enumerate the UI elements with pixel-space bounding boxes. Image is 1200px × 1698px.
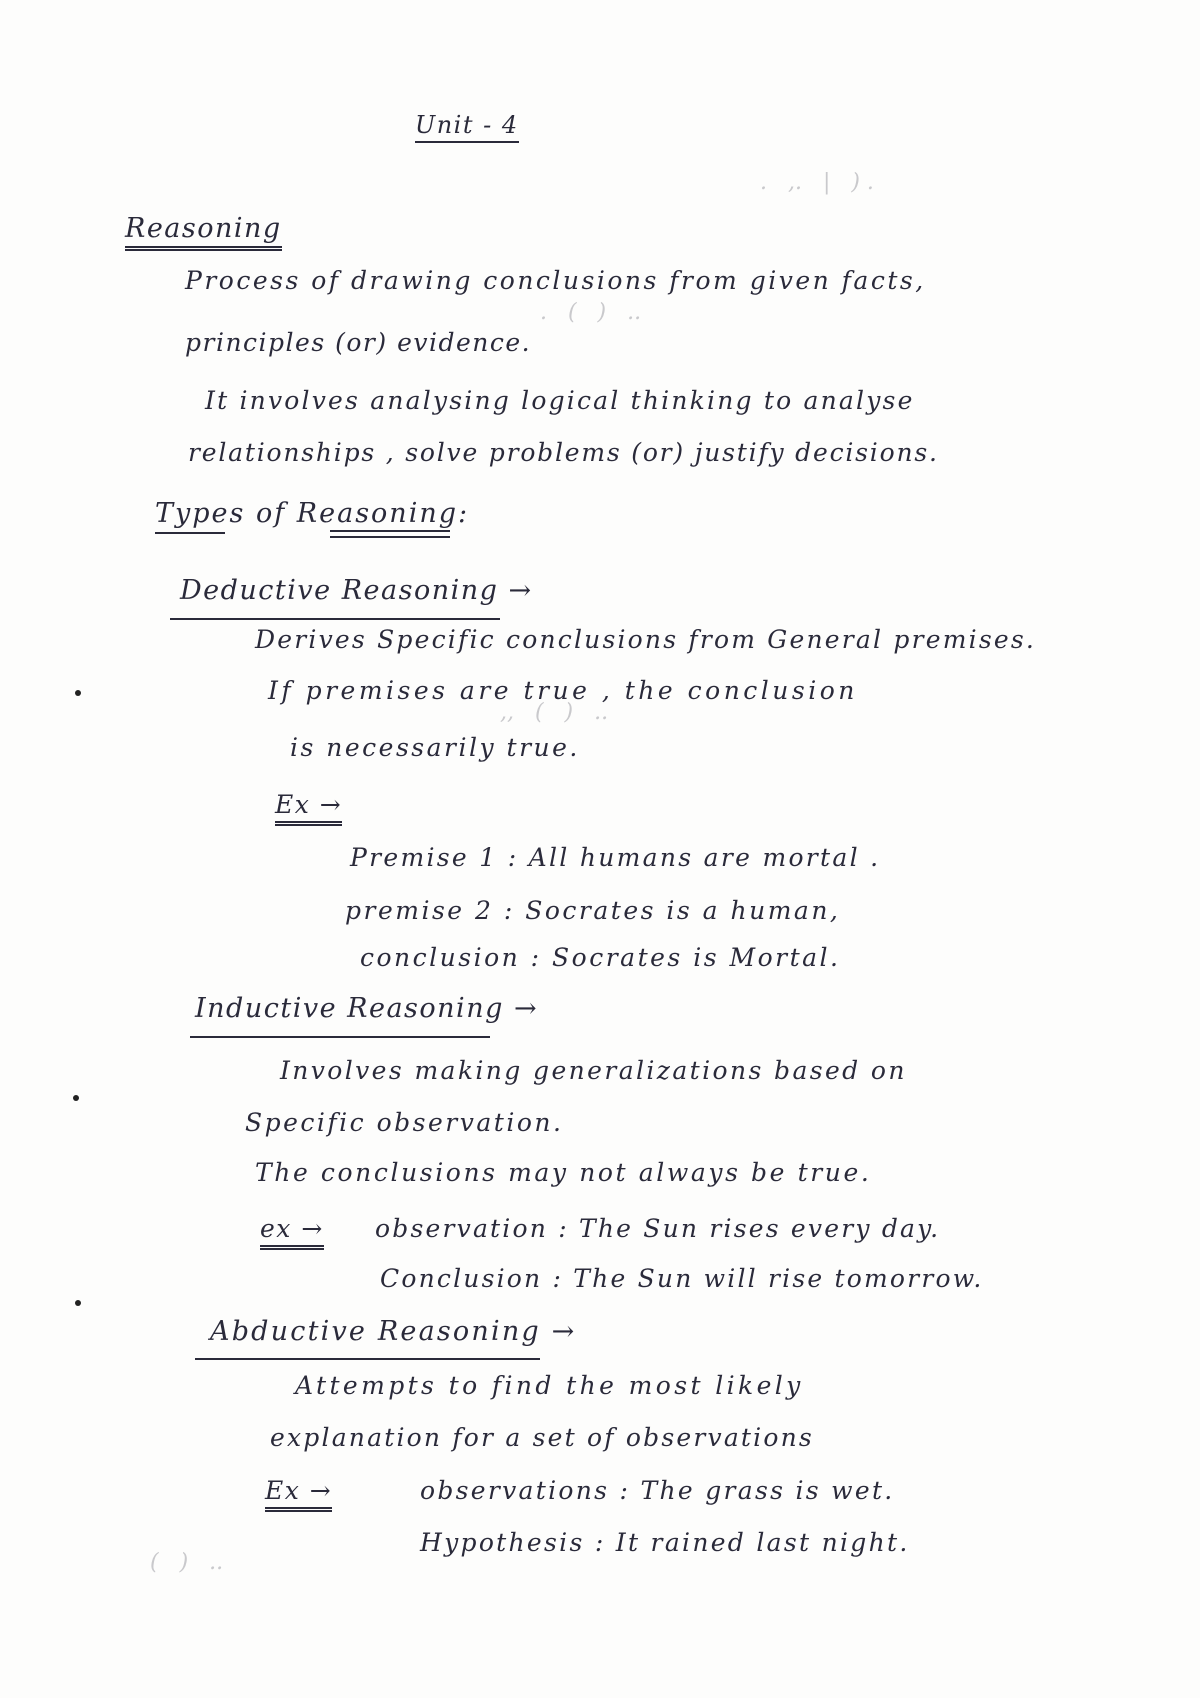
deductive-line-2: If premises are true , the conclusion xyxy=(268,676,858,705)
reasoning-definition-line-2: principles (or) evidence. xyxy=(185,328,532,357)
inductive-heading-underline xyxy=(190,1036,490,1038)
reasoning-involves-line-1: It involves analysing logical thinking to analyse xyxy=(205,386,915,415)
abductive-line-2: explanation for a set of observations xyxy=(270,1423,814,1452)
inductive-example-label: ex → xyxy=(260,1216,324,1250)
bleed-through-mark: . ,. | ) . xyxy=(760,170,874,195)
bleed-through-mark: ( ) .. xyxy=(150,1550,224,1575)
types-heading-underline xyxy=(330,530,450,538)
margin-dot xyxy=(73,1095,79,1101)
abductive-heading: Abductive Reasoning → xyxy=(210,1316,577,1347)
margin-dot xyxy=(75,690,81,696)
reasoning-definition-line-1: Process of drawing conclusions from given facts, xyxy=(185,266,926,295)
deductive-heading-underline xyxy=(170,618,500,620)
deductive-premise-2: premise 2 : Socrates is a human, xyxy=(345,896,841,925)
inductive-heading: Inductive Reasoning → xyxy=(195,993,539,1024)
deductive-heading: Deductive Reasoning → xyxy=(180,575,533,606)
abductive-line-1: Attempts to find the most likely xyxy=(295,1371,804,1400)
deductive-example-label: Ex → xyxy=(275,792,342,826)
bleed-through-mark: . ( ) .. xyxy=(540,300,642,325)
abductive-heading-underline xyxy=(195,1358,540,1360)
deductive-line-3: is necessarily true. xyxy=(290,733,580,762)
margin-dot xyxy=(75,1300,81,1306)
inductive-observation: observation : The Sun rises every day. xyxy=(375,1214,941,1243)
unit-title: Unit - 4 xyxy=(415,113,519,143)
types-of-reasoning-heading: Types of Reasoning: xyxy=(155,498,470,529)
inductive-conclusion: Conclusion : The Sun will rise tomorrow. xyxy=(380,1264,984,1293)
inductive-line-3: The conclusions may not always be true. xyxy=(255,1158,872,1187)
types-heading-underline xyxy=(155,532,225,534)
abductive-hypothesis: Hypothesis : It rained last night. xyxy=(420,1528,910,1557)
deductive-line-1: Derives Specific conclusions from General premises. xyxy=(255,625,1037,654)
deductive-conclusion: conclusion : Socrates is Mortal. xyxy=(360,943,841,972)
reasoning-heading: Reasoning xyxy=(125,215,282,251)
abductive-observations: observations : The grass is wet. xyxy=(420,1476,895,1505)
inductive-line-2: Specific observation. xyxy=(245,1108,564,1137)
deductive-premise-1: Premise 1 : All humans are mortal . xyxy=(350,843,881,872)
bleed-through-mark: ,, ( ) .. xyxy=(500,700,609,725)
reasoning-involves-line-2: relationships , solve problems (or) justify decisions. xyxy=(188,438,939,467)
abductive-example-label: Ex → xyxy=(265,1478,332,1512)
inductive-line-1: Involves making generalizations based on xyxy=(280,1056,907,1085)
